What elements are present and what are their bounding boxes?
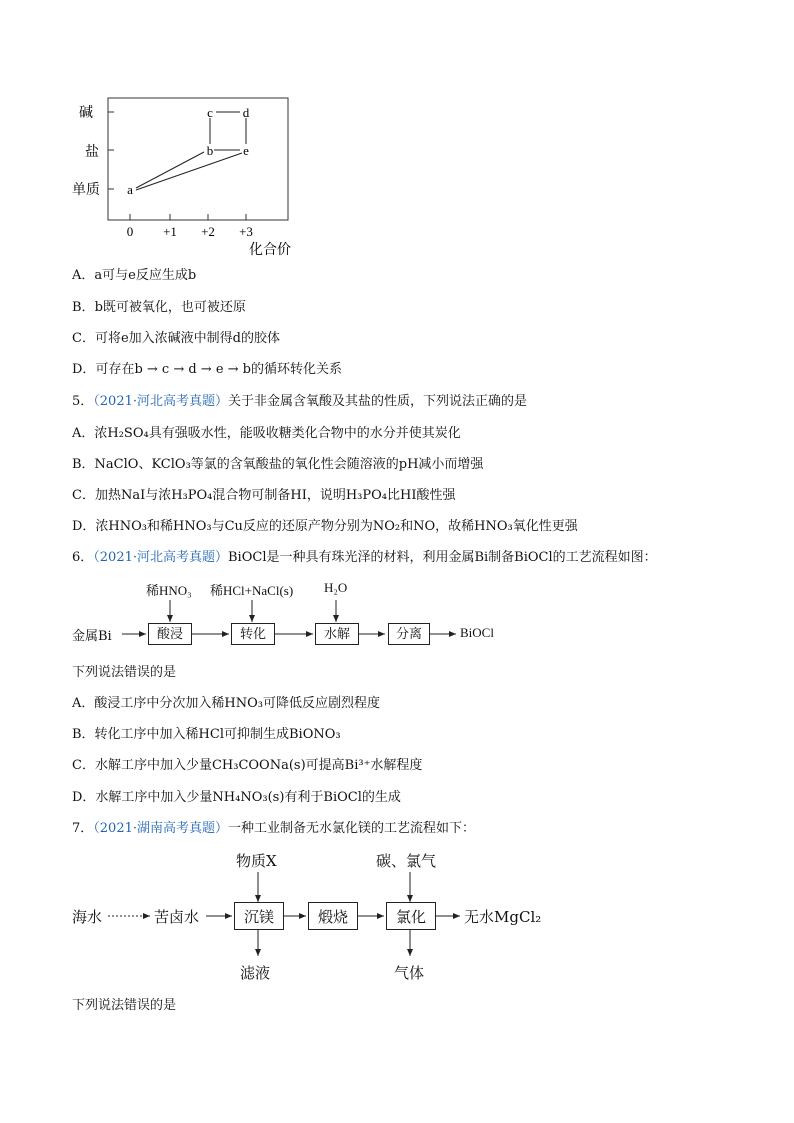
y-label-base: 碱 xyxy=(79,105,93,121)
q4-option-d xyxy=(72,362,342,378)
flow-input-hno3: 稀HNO₃ xyxy=(146,583,192,598)
valence-class-graph xyxy=(70,90,310,260)
q4-option-b xyxy=(72,300,246,316)
option-letter: A． xyxy=(72,268,95,283)
q6-option-a: A．酸浸工序中分次加入稀HNO₃可降低反应剧烈程度 xyxy=(72,696,380,711)
point-e: e xyxy=(243,143,249,158)
flow-output-filtrate: 滤液 xyxy=(240,964,271,982)
flow-start-seawater: 海水 xyxy=(72,908,103,926)
flow-step-precipitate-mg: 沉镁 xyxy=(234,902,284,930)
q5-option-a: A．浓H₂SO₄具有强吸水性，能吸收糖类化合物中的水分并使其炭化 xyxy=(72,426,461,441)
question-text: BiOCl是一种具有珠光泽的材料，利用金属Bi制备BiOCl的工艺流程如图： xyxy=(228,550,657,565)
q7-stem xyxy=(72,821,475,837)
flow-step-convert: 转化 xyxy=(231,623,275,645)
option-letter: C． xyxy=(72,331,95,346)
q4-option-a xyxy=(72,268,196,284)
flow-input-water: H₂O xyxy=(324,580,348,595)
flow-start: 金属Bi xyxy=(72,629,112,644)
question-text: 关于非金属含氧酸及其盐的性质，下列说法正确的是 xyxy=(228,394,528,409)
q5-option-b: B．NaClO、KClO₃等氯的含氧酸盐的氧化性会随溶液的pH减小而增强 xyxy=(72,457,484,472)
x-tick-1: +1 xyxy=(163,224,177,239)
q6-stem xyxy=(72,550,657,566)
x-tick-2: +2 xyxy=(201,224,215,239)
q5-stem xyxy=(72,394,527,410)
point-d: d xyxy=(242,105,250,120)
point-c: c xyxy=(207,105,213,120)
flow-step-acid-leach: 酸浸 xyxy=(148,623,192,645)
flow-input-substance-x: 物质X xyxy=(236,852,277,870)
x-tick-0: 0 xyxy=(126,224,134,239)
flow-step-calcine: 煅烧 xyxy=(308,902,358,930)
question-source: （2021·河北高考真题） xyxy=(93,550,228,565)
flow-input-hcl-nacl: 稀HCl+NaCl(s) xyxy=(210,583,294,598)
option-text: a可与e反应生成b xyxy=(94,268,197,283)
question-number: 5． xyxy=(72,394,94,409)
q7-flowchart xyxy=(72,846,572,986)
y-label-salt: 盐 xyxy=(85,144,99,160)
q5-option-c: C．加热NaI与浓H₃PO₄混合物可制备HI，说明H₃PO₄比HI酸性强 xyxy=(72,488,456,503)
point-b: b xyxy=(206,143,214,158)
q6-option-b: B．转化工序中加入稀HCl可抑制生成BiONO₃ xyxy=(72,727,341,742)
option-text: b既可被氧化，也可被还原 xyxy=(94,300,246,315)
option-letter: D． xyxy=(72,362,96,377)
question-number: 7． xyxy=(72,821,94,836)
option-text: 可存在b → c → d → e → b的循环转化关系 xyxy=(95,362,343,377)
question-source: （2021·湖南高考真题） xyxy=(93,821,228,836)
q6-option-d: D．水解工序中加入少量NH₄NO₃(s)有利于BiOCl的生成 xyxy=(72,790,401,805)
flow-end-mgcl2: 无水MgCl₂ xyxy=(464,908,542,926)
q6-flowchart xyxy=(72,578,552,652)
question-source: （2021·河北高考真题） xyxy=(93,394,228,409)
q7-prompt: 下列说法错误的是 xyxy=(72,998,177,1013)
option-text: 可将e加入浓碱液中制得d的胶体 xyxy=(94,331,280,346)
x-tick-3: +3 xyxy=(239,224,253,239)
flow-output-gas: 气体 xyxy=(394,964,425,982)
flow-bittern: 苦卤水 xyxy=(154,908,200,926)
q4-option-c xyxy=(72,331,280,347)
question-number: 6． xyxy=(72,550,94,565)
option-letter: B． xyxy=(72,300,95,315)
flow-step-hydrolysis: 水解 xyxy=(315,623,359,645)
flow-end: BiOCl xyxy=(460,625,494,640)
y-label-element: 单质 xyxy=(72,182,100,198)
flow-step-separate: 分离 xyxy=(388,623,430,645)
point-a: a xyxy=(127,182,133,197)
flow-input-carbon-chlorine: 碳、氯气 xyxy=(376,852,437,870)
q6-option-c: C．水解工序中加入少量CH₃COONa(s)可提高Bi³⁺水解程度 xyxy=(72,758,423,773)
q5-option-d: D．浓HNO₃和稀HNO₃与Cu反应的还原产物分别为NO₂和NO，故稀HNO₃氧化性更强 xyxy=(72,519,578,534)
x-axis-label: 化合价 xyxy=(249,242,291,258)
q6-prompt: 下列说法错误的是 xyxy=(72,665,177,680)
question-text: 一种工业制备无水氯化镁的工艺流程如下： xyxy=(228,821,476,836)
flow-step-chlorinate: 氯化 xyxy=(386,902,436,930)
